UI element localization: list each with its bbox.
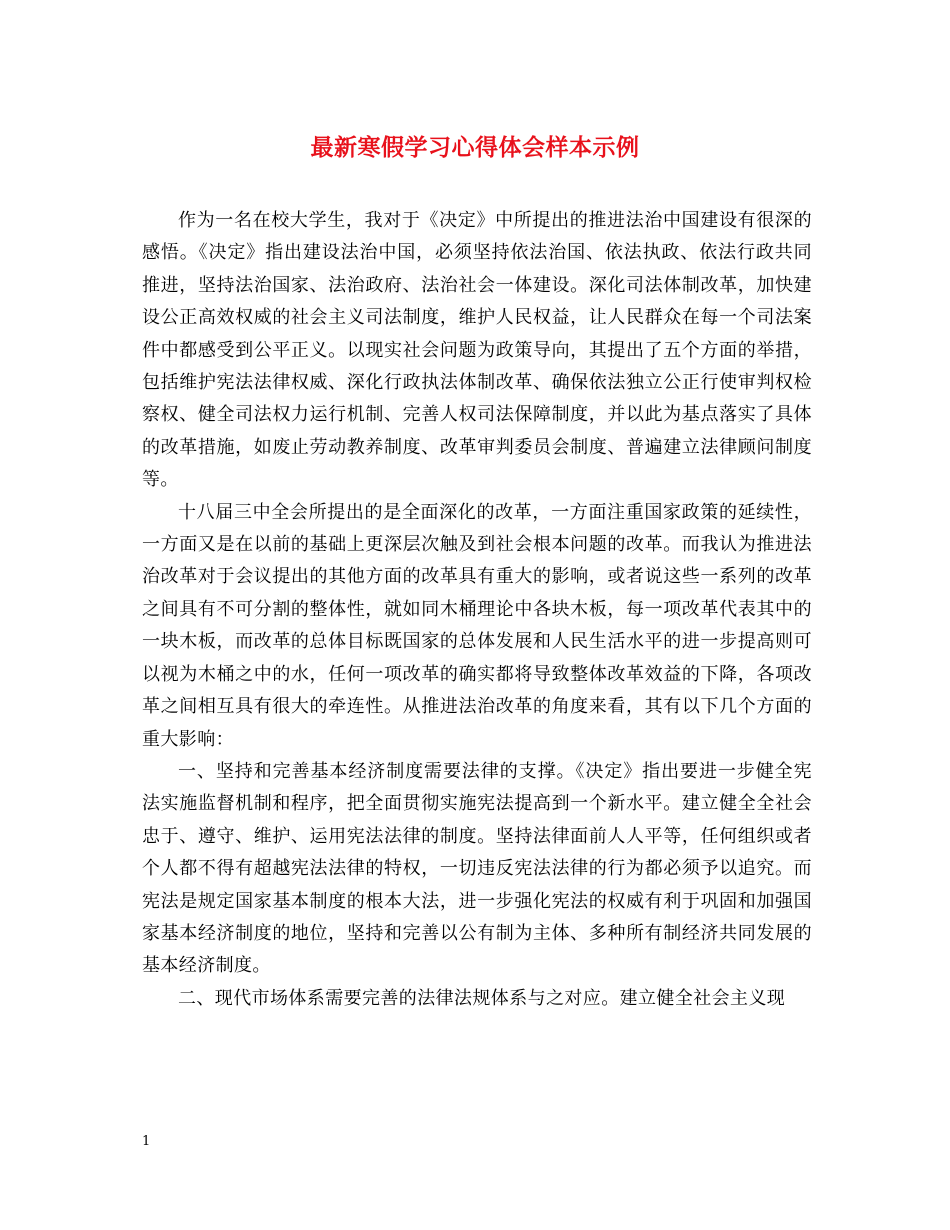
paragraph-1: 作为一名在校大学生，我对于《决定》中所提出的推进法治中国建设有很深的感悟。《决定》指出建设法治中国，必须坚持依法治国、依法执政、依法行政共同推进，坚持法治国家、法治政府、法治社会一体建设。深化司法体制改革，加快建设公正高效权威的社会主义司法制度，维护人民权益，让人民群众在每一个司法案件中都感受到公平正义。以现实社会问题为政策导向，其提出了五个方面的举措，包括维护宪法法律权威、深化行政执法体制改革、确保依法独立公正行使审判权检察权、健全司法权力运行机制、完善人权司法保障制度，并以此为基点落实了具体的改革措施，如废止劳动教养制度、改革审判委员会制度、普遍建立法律顾问制度等。	[142, 210, 812, 491]
page-number: 1	[142, 1134, 151, 1149]
document-body	[142, 205, 812, 1015]
document-title: 最新寒假学习心得体会样本示例	[310, 134, 640, 161]
paragraph-3: 一、坚持和完善基本经济制度需要法律的支撑。《决定》指出要进一步健全宪法实施监督机制和程序，把全面贯彻实施宪法提高到一个新水平。建立健全全社会忠于、遵守、维护、运用宪法法律的制度。坚持法律面前人人平等，任何组织或者个人都不得有超越宪法法律的特权，一切违反宪法法律的行为都必须予以追究。而宪法是规定国家基本制度的根本大法，进一步强化宪法的权威有利于巩固和加强国家基本经济制度的地位，坚持和完善以公有制为主体、多种所有制经济共同发展的基本经济制度。	[142, 760, 812, 977]
paragraph-4: 二、现代市场体系需要完善的法律法规体系与之对应。建立健全社会主义现	[178, 987, 786, 1009]
paragraph-2: 十八届三中全会所提出的是全面深化的改革，一方面注重国家政策的延续性，一方面又是在以前的基础上更深层次触及到社会根本问题的改革。而我认为推进法治改革对于会议提出的其他方面的改革具有重大的影响，或者说这些一系列的改革之间具有不可分割的整体性，就如同木桶理论中各块木板，每一项改革代表其中的一块木板，而改革的总体目标既国家的总体发展和人民生活水平的进一步提高则可以视为木桶之中的水，任何一项改革的确实都将导致整体改革效益的下降，各项改革之间相互具有很大的牵连性。从推进法治改革的角度来看，其有以下几个方面的重大影响：	[142, 501, 812, 750]
